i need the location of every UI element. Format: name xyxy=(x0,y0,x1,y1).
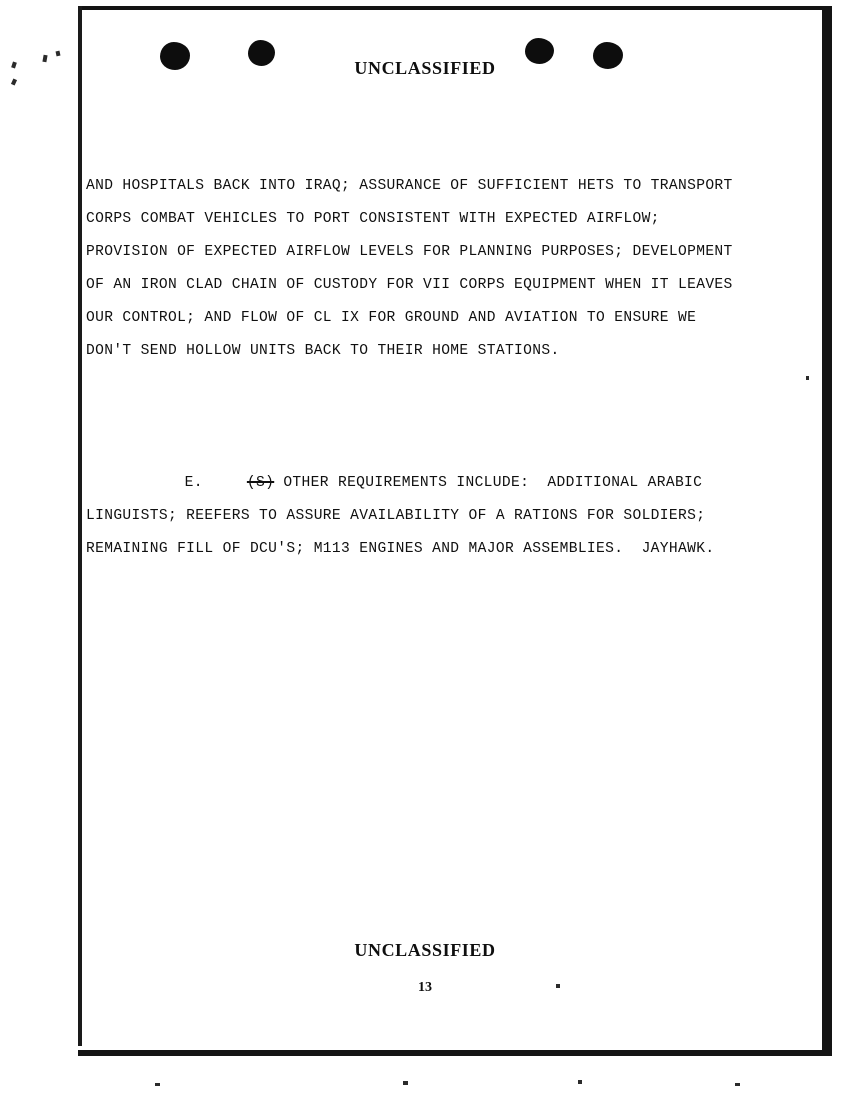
scan-speck xyxy=(56,51,61,57)
scan-speck xyxy=(155,1083,160,1086)
paragraph-continuation: AND HOSPITALS BACK INTO IRAQ; ASSURANCE OF SUFFICIENT HETS TO TRANSPORT CORPS COMBAT VEHICLES TO PORT CONSISTENT WITH EXPECTED AIRFLOW; PROVISION OF EXPECTED AIRFLOW LEVELS FOR PLANNING PURPOSES; DEVELOPMENT OF AN IRON CLAD CHAIN OF CUSTODY FOR VII CORPS EQUIPMENT WHEN IT LEAVES OUR CONTROL; AND FLOW OF CL IX FOR GROUND AND AVIATION TO ENSURE WE DON'T SEND HOLLOW UNITS BACK TO THEIR HOME STATIONS. xyxy=(86,178,742,359)
scan-speck xyxy=(735,1083,740,1086)
scan-edge-left xyxy=(78,6,82,1046)
scan-edge-top xyxy=(0,0,850,10)
classification-header: UNCLASSIFIED xyxy=(354,58,496,78)
scan-speck xyxy=(578,1080,582,1084)
scan-edge-right xyxy=(822,6,832,1056)
redacted-classification-marking: (S) xyxy=(246,475,275,491)
paragraph-label: E. xyxy=(184,475,203,491)
document-body xyxy=(86,104,746,665)
paragraph-item-e-text: OTHER REQUIREMENTS INCLUDE: ADDITIONAL ARABIC LINGUISTS; REEFERS TO ASSURE AVAILABILITY OF A RATIONS FOR SOLDIERS; REMAINING FILL OF DCU'S; M113 ENGINES AND MAJOR ASSEMBLIES. JAYHAWK. xyxy=(86,475,715,557)
paragraph-item-e xyxy=(86,434,746,599)
classification-footer: UNCLASSIFIED xyxy=(354,940,496,960)
page-number: 13 xyxy=(418,980,432,995)
scan-speck xyxy=(806,376,809,380)
scan-speck xyxy=(11,78,17,85)
scan-edge-bottom xyxy=(78,1050,832,1056)
scan-speck xyxy=(403,1081,408,1085)
